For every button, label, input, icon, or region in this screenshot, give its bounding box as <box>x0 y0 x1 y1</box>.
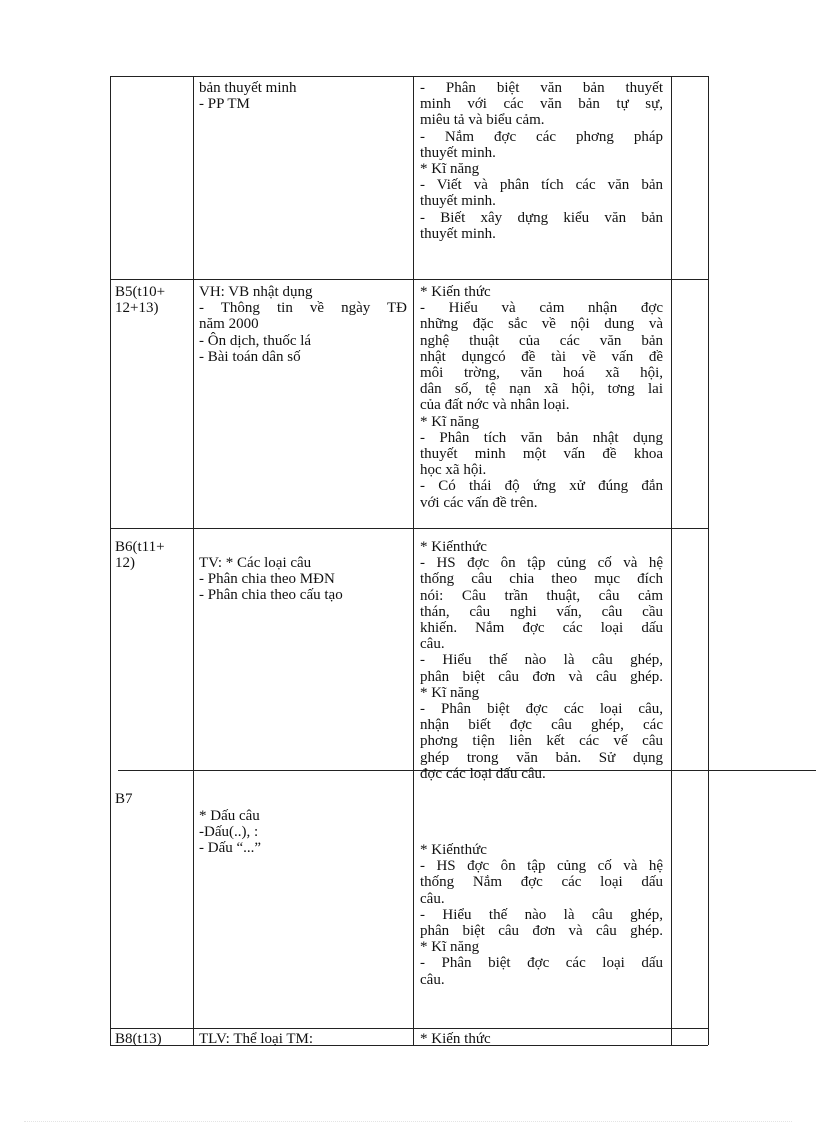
requirement-line: phân biệt câu đơn và câu ghép. <box>420 923 663 940</box>
requirement-line: - Nắm đợc các phơng pháp <box>420 128 663 145</box>
requirement-line: nghệ thuật của các văn bản <box>420 332 663 349</box>
requirement-line: * Kĩ năng <box>420 413 480 430</box>
week-line: B6(t11+ <box>115 539 165 555</box>
content-line: - Bài toán dân số <box>199 348 301 365</box>
row-b6-requirements-cell <box>420 539 663 782</box>
column-divider-1 <box>193 76 194 1045</box>
requirement-line: - Hiểu và cảm nhận đợc <box>420 300 663 317</box>
row-b6-week-cell <box>115 539 191 571</box>
requirement-line: thuyết minh. <box>420 144 496 161</box>
requirement-line: câu. <box>420 971 445 988</box>
content-line: - Dấu “...” <box>199 840 262 857</box>
table-border-right <box>708 76 709 1045</box>
requirement-line: thuyết minh. <box>420 193 496 210</box>
requirement-line: những đặc sắc về nội dung và <box>420 316 663 333</box>
requirement-line: - Biết xây dựng kiểu văn bản <box>420 209 663 226</box>
requirement-line: * Kiến thức <box>420 284 491 300</box>
requirement-line: - Hiểu thế nào là câu ghép, <box>420 906 663 923</box>
requirement-line: thán, câu nghi vấn, câu cầu <box>420 603 663 620</box>
content-line: bản thuyết minh <box>199 80 297 96</box>
requirement-line: - HS đợc ôn tập củng cố và hệ <box>420 555 663 572</box>
week-line: 12+13) <box>115 300 159 317</box>
requirement-line: - Phân tích văn bản nhật dụng <box>420 429 663 446</box>
row-b7-requirements-cell <box>420 842 663 988</box>
content-line: - Thông tin về ngày TĐ <box>199 300 407 317</box>
requirement-line: - Phân biệt đợc các loại câu, <box>420 701 663 718</box>
column-divider-2 <box>413 76 414 1045</box>
requirement-line: - HS đợc ôn tập củng cố và hệ <box>420 858 663 875</box>
requirement-line: thống Nắm đợc các loại dấu <box>420 874 663 891</box>
requirement-line: môi trờng, văn hoá xã hội, <box>420 365 663 382</box>
requirement-line: thuyết minh một vấn đề khoa <box>420 446 663 463</box>
requirement-line: khiến. Nắm đợc các loại dấu <box>420 620 663 637</box>
requirement-line: nói: Câu trần thuật, câu cảm <box>420 587 663 604</box>
requirement-line: câu. <box>420 890 445 907</box>
row-1-content-cell <box>199 80 409 112</box>
row-b8-requirements-cell <box>420 1031 663 1047</box>
content-line: năm 2000 <box>199 316 259 333</box>
week-line: 12) <box>115 555 135 572</box>
content-line: - Phân chia theo MĐN <box>199 571 335 588</box>
row-b5-content-cell <box>199 284 407 365</box>
requirement-line: minh với các văn bản tự sự, <box>420 96 663 113</box>
week-line: B8(t13) <box>115 1031 162 1047</box>
content-line: - PP TM <box>199 96 250 113</box>
requirement-line: thuyết minh. <box>420 225 496 242</box>
requirement-line: câu. <box>420 636 445 653</box>
requirement-line: * Kiếnthức <box>420 842 487 858</box>
requirement-line: thống câu chia theo mục đích <box>420 571 663 588</box>
content-line: - Ôn dịch, thuốc lá <box>199 332 312 349</box>
row-b8-content-cell <box>199 1031 407 1047</box>
requirement-line: - Phân biệt đợc các loại dấu <box>420 955 663 972</box>
requirement-line: phơng tiện liên kết các vế câu <box>420 733 663 750</box>
row-b7-content-cell <box>199 808 407 857</box>
requirement-line: - Phân biệt văn bản thuyết <box>420 80 663 96</box>
requirement-line: * Kĩ năng <box>420 161 480 178</box>
week-line: B5(t10+ <box>115 284 166 300</box>
requirement-line: đợc các loại dấu câu. <box>420 765 546 782</box>
row-divider-2 <box>110 528 708 529</box>
content-line: VH: VB nhật dụng <box>199 284 313 300</box>
requirement-line: * Kiến thức <box>420 1031 491 1047</box>
row-b8-week-cell <box>115 1031 191 1047</box>
requirement-line: của đất nớc và nhân loại. <box>420 397 570 414</box>
requirement-line: nhận biết đợc câu ghép, các <box>420 717 663 734</box>
requirement-line: * Kĩ năng <box>420 939 480 956</box>
requirement-line: - Viết và phân tích các văn bản <box>420 177 663 194</box>
row-1-requirements-cell <box>420 80 663 242</box>
content-line: TLV: Thể loại TM: <box>199 1031 314 1047</box>
page-footer-rule <box>24 1121 792 1122</box>
row-b6-content-cell <box>199 555 407 604</box>
table-border-top <box>110 76 708 77</box>
row-divider-1 <box>110 279 708 280</box>
table-border-left <box>110 76 111 1045</box>
content-line: * Dấu câu <box>199 808 260 824</box>
row-b5-requirements-cell <box>420 284 663 511</box>
requirement-line: ghép trong văn bản. Sử dụng <box>420 749 663 766</box>
requirement-line: * Kĩ năng <box>420 684 480 701</box>
requirement-line: dân số, tệ nạn xã hội, tơng lai <box>420 381 663 398</box>
content-line: - Phân chia theo cấu tạo <box>199 587 343 604</box>
requirement-line: phân biệt câu đơn và câu ghép. <box>420 668 663 685</box>
requirement-line: - Hiểu thế nào là câu ghép, <box>420 652 663 669</box>
requirement-line: miêu tả và biểu cảm. <box>420 112 545 129</box>
requirement-line: với các vấn đề trên. <box>420 494 538 511</box>
content-line: TV: * Các loại câu <box>199 555 312 571</box>
column-divider-3 <box>671 76 672 1045</box>
row-divider-3 <box>110 1028 708 1029</box>
requirement-line: * Kiếnthức <box>420 539 487 555</box>
requirement-line: nhật dụngcó đề tài về vấn đề <box>420 348 663 365</box>
week-line: B7 <box>115 791 133 807</box>
requirement-line: - Có thái độ ứng xử đúng đắn <box>420 478 663 495</box>
content-line: -Dấu(..), : <box>199 824 259 841</box>
requirement-line: học xã hội. <box>420 462 487 479</box>
row-b5-week-cell <box>115 284 191 316</box>
row-b7-week-cell <box>115 791 191 807</box>
